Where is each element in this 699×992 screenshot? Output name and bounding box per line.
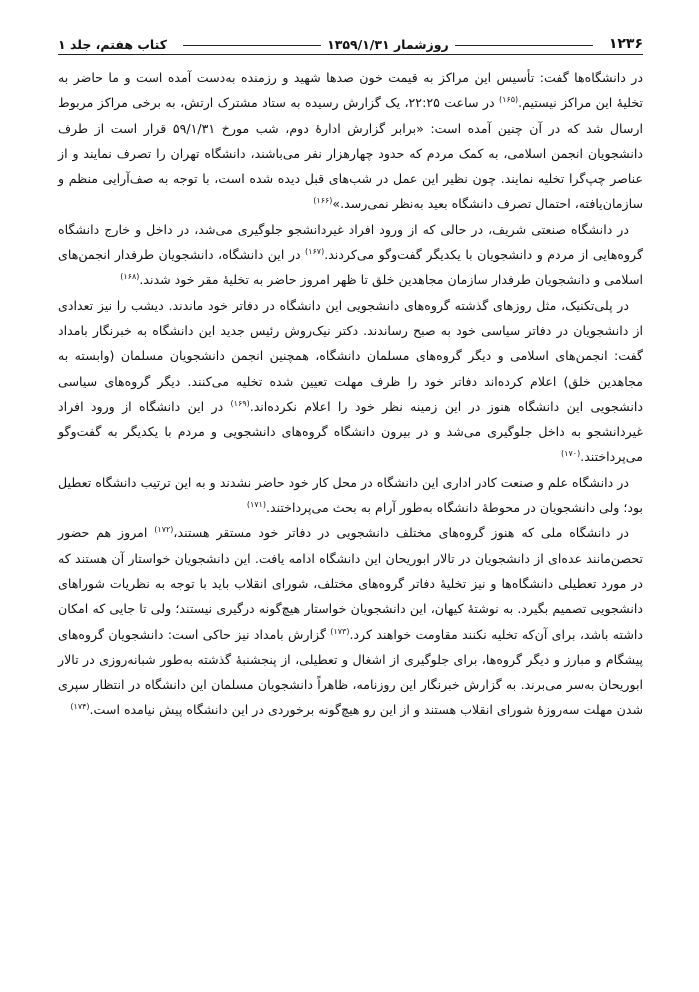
- paragraph-2: [58, 217, 643, 293]
- header-date: روزشمار ۱۳۵۹/۱/۳۱: [327, 37, 449, 52]
- footnote-ref[interactable]: (۱۷۴): [70, 702, 90, 712]
- paragraph-1: [58, 65, 643, 217]
- header-date-wrap: [177, 37, 599, 52]
- header-rule-fill: [183, 45, 321, 46]
- text-run: در دانشگاه‌ها گفت: تأسیس این مراکز به قیمت خون صدها شهید و رزمنده به‌دست آمده است و ما حاضر به تخلیهٔ این مراکز نیستیم.: [58, 70, 643, 111]
- text-run: در دانشگاه صنعتی شریف، در حالی که از ورود افراد غیردانشجو جلوگیری می‌شد، در داخل و خارج دانشگاه گروه‌هایی از مردم و دانشجویان با یکدیگر گفت‌وگو می‌کردند.: [58, 221, 643, 263]
- page-number: ۱۲۳۶: [608, 36, 643, 52]
- footnote-ref[interactable]: (۱۶۵): [499, 95, 519, 105]
- footnote-ref[interactable]: (۱۷۲): [154, 525, 174, 535]
- text-run: در ساعت ۲۲:۲۵، یک گزارش رسیده به ستاد مشترک ارتش، به برخی مراکز مربوط ارسال شد که در آن چنین آمده است: «برابر گزارش ادارهٔ دوم، شب مورخ ۵۹/۱/۳۱ قرار است از طرف دانشجویان انجمن اسلامی، به کمک مردم که حدود چهارهزار نفر می‌باشند، دانشگاه تهران را تصرف نمایند و از عناصر چپ‌گرا تخلیه نمایند. چون نظیر این عمل در شب‌های قبل دیده شده است، با توجه به صف‌آرایی منظم و سازمان‌یافته، احتمال تصرف دانشگاه بعید به‌نظر نمی‌رسد.»: [58, 95, 643, 212]
- header-divider: [58, 54, 643, 55]
- text-run: در پلی‌تکنیک، مثل روزهای گذشته گروه‌های دانشجویی این دانشگاه در دفاتر خود ماندند. دیشب را نیز تعدادی از دانشجویان در دفاتر سیاسی خود به صبح رساندند. دکتر نیک‌روش رئیس جدید این دانشگاه به خبرنگار بامداد گفت: انجمن‌های اسلامی و دیگر گروه‌های مسلمان دانشگاه، همچنین انجمن دانشجویان مسلمان (وابسته به مجاهدین خلق) اعلام کرده‌اند دفاتر خود را ظرف مهلت تعیین شده تخلیه می‌کنند. دیگر گروه‌های سیاسی دانشجویی این دانشگاه هنوز در این زمینه نظر خود را اعلام نکرده‌اند.: [58, 297, 643, 414]
- footnote-ref[interactable]: (۱۶۶): [313, 196, 333, 206]
- text-run: امروز هم حضور تحصن‌مانند عده‌ای از دانشجویان در تالار ابوریحان این دانشگاه ادامه یافت. این دانشجویان خواستار آن هستند که در مورد تعطیلی دانشگاه‌ها و نیز تخلیهٔ دفاتر گروه‌های مختلف، شورای انقلاب باید با توجه به نظریات شوراهای دانشجویی تصمیم بگیرد. به نوشتهٔ کیهان، این دانشجویان خواستار هیچ‌گونه درگیری نیستند؛ ولی تا جایی که امکان داشته باشد، برای آن‌که تخلیه نکنند مقاومت خواهند کرد.: [58, 525, 643, 642]
- text-run: در دانشگاه ملی که هنوز گروه‌های مختلف دانشجویی در دفاتر خود مستقر هستند،: [173, 525, 629, 541]
- footnote-ref[interactable]: (۱۷۳): [330, 626, 350, 636]
- footnote-ref[interactable]: (۱۶۸): [120, 272, 140, 282]
- paragraph-4: [58, 470, 643, 521]
- text-run: در دانشگاه علم و صنعت کادر اداری این دانشگاه در محل کار خود حاضر نشدند و به این ترتیب دانشگاه تعطیل بود؛ ولی دانشجویان در محوطهٔ دانشگاه به‌طور آرام به بحث می‌پرداختند.: [58, 474, 643, 516]
- text-run: در این دانشگاه، دانشجویان طرفدار انجمن‌های اسلامی و دانشجویان طرفدار سازمان مجاهدین خلق تا ظهر امروز حاضر به تخلیهٔ مقر خود شدند.: [58, 247, 643, 288]
- body-text: [58, 65, 643, 723]
- document-page: [58, 22, 643, 723]
- book-title: کتاب هفتم، جلد ۱: [58, 37, 167, 52]
- text-run: در این دانشگاه از ورود افراد غیردانشجو به داخل جلوگیری می‌شد و در بیرون دانشگاه گروه‌های دانشجویی و مردم با یکدیگر به گفت‌وگو می‌پرداختند.: [58, 398, 643, 465]
- text-run: گزارش بامداد نیز حاکی است: دانشجویان گروه‌های پیشگام و مبارز و دیگر گروه‌ها، برای جلوگیری از اشغال و تعطیلی، از پنجشنبهٔ گذشته به‌طور شبانه‌روزی در تالار ابوریحان به‌سر می‌برند. به گزارش خبرنگار این روزنامه، ظاهراً دانشجویان مسلمان این دانشگاه در انتظار سپری شدن مهلت سه‌روزهٔ شورای انقلاب هستند و از این رو هیچ‌گونه برخوردی در این دانشگاه پیش نیامده است.: [58, 626, 643, 718]
- page-header: [58, 22, 643, 52]
- footnote-ref[interactable]: (۱۷۱): [246, 499, 266, 509]
- footnote-ref[interactable]: (۱۶۷): [305, 246, 325, 256]
- paragraph-5: [58, 520, 643, 722]
- header-rule-fill: [455, 45, 593, 46]
- paragraph-3: [58, 293, 643, 470]
- footnote-ref[interactable]: (۱۷۰): [561, 449, 581, 459]
- footnote-ref[interactable]: (۱۶۹): [230, 398, 250, 408]
